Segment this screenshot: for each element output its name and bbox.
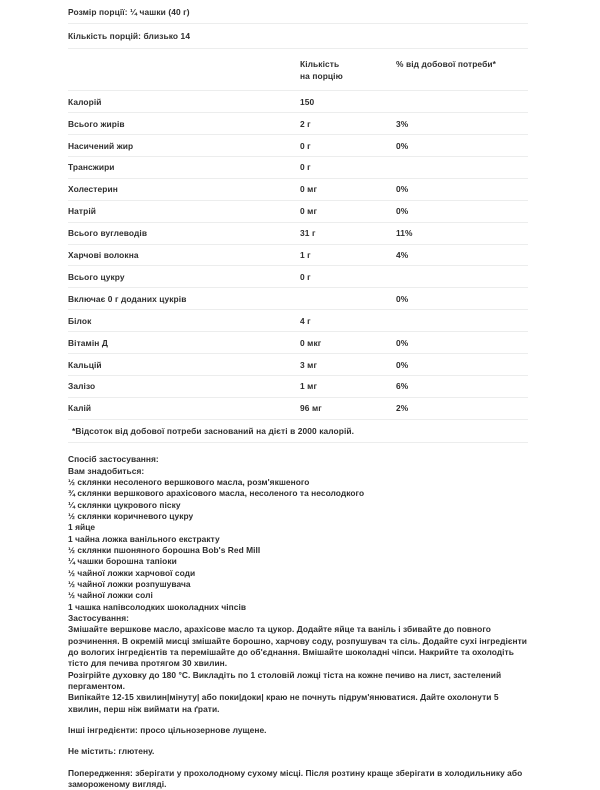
ingredients-list xyxy=(68,477,528,613)
directions-section xyxy=(68,454,528,624)
nutrient-name: Всього цукру xyxy=(68,266,300,288)
nutrient-daily-value: 0% xyxy=(396,200,528,222)
ingredient-line: ¼ чашки борошна тапіоки xyxy=(68,556,177,567)
ingredient-line: ½ чайної ложки харчової соди xyxy=(68,567,196,578)
nutrient-daily-value xyxy=(396,266,528,288)
usage-paragraph: Розігрійте духовку до 180 °C. Викладіть по 1 столовій ложці тіста на кожне печиво на лист, застелений пергаментом. xyxy=(68,669,502,692)
nutrient-name: Холестерин xyxy=(68,178,300,200)
table-header-row xyxy=(68,49,528,91)
nutrient-amount: 0 мкг xyxy=(300,332,396,354)
nutrient-name: Насичений жир xyxy=(68,135,300,157)
table-row xyxy=(68,397,528,419)
ingredients-heading: Вам знадобиться: xyxy=(68,465,145,476)
nutrient-daily-value: 0% xyxy=(396,178,528,200)
nutrient-name: Трансжири xyxy=(68,156,300,178)
nutrient-daily-value: 3% xyxy=(396,113,528,135)
column-header-amount-line2: на порцію xyxy=(300,71,343,81)
column-header-daily-value: % від добової потреби* xyxy=(396,49,528,91)
ingredient-line: 1 чашка напівсолодких шоколадних чіпсів xyxy=(68,601,247,612)
nutrition-facts-panel xyxy=(68,0,528,790)
nutrient-amount: 0 г xyxy=(300,266,396,288)
nutrient-name: Вітамін Д xyxy=(68,332,300,354)
nutrient-name: Всього вуглеводів xyxy=(68,222,300,244)
nutrient-amount: 31 г xyxy=(300,222,396,244)
other-ingredients-text: Інші інгредієнти: просо цільнозернове лущене. xyxy=(68,725,267,736)
table-row xyxy=(68,91,528,113)
column-header-amount-per-serving xyxy=(300,49,396,91)
table-row xyxy=(68,178,528,200)
nutrient-amount: 3 мг xyxy=(300,354,396,376)
table-row xyxy=(68,200,528,222)
nutrient-amount: 150 xyxy=(300,91,396,113)
nutrient-name: Всього жирів xyxy=(68,113,300,135)
spacer xyxy=(68,758,528,768)
table-row xyxy=(68,375,528,397)
nutrient-daily-value: 2% xyxy=(396,397,528,419)
usage-paragraph: Змішайте вершкове масло, арахісове масло та цукор. Додайте яйце та ваніль і збивайте до повного розчинення. В окремій мисці змішайте борошно, харчову соду, розпушувач та сіль. Додайте сухі інгредієнти до вологих інгредієнтів та перемішайте до об'єднання. Вмішайте шоколадні чіпси. Накрийте та охолодіть тісто для печива протягом 30 хвилин. xyxy=(68,624,528,669)
nutrient-daily-value: 0% xyxy=(396,288,528,310)
nutrient-daily-value: 0% xyxy=(396,332,528,354)
ingredient-line: ½ склянки пшоняного борошна Bob's Red Mill xyxy=(68,544,261,555)
nutrient-daily-value: 0% xyxy=(396,135,528,157)
table-row xyxy=(68,244,528,266)
nutrient-name: Натрій xyxy=(68,200,300,222)
table-row xyxy=(68,135,528,157)
table-row xyxy=(68,222,528,244)
ingredient-line: ½ склянки несоленого вершкового масла, розм'якшеного xyxy=(68,476,310,487)
nutrient-amount: 0 мг xyxy=(300,178,396,200)
usage-heading: Застосування: xyxy=(68,613,130,623)
ingredient-line: ½ склянки коричневого цукру xyxy=(68,510,194,521)
nutrient-amount: 1 г xyxy=(300,244,396,266)
nutrient-daily-value xyxy=(396,156,528,178)
nutrient-amount: 0 г xyxy=(300,135,396,157)
nutrient-name: Залізо xyxy=(68,375,300,397)
spacer xyxy=(68,443,528,454)
directions-heading: Спосіб застосування: xyxy=(68,454,159,465)
nutrient-name: Білок xyxy=(68,310,300,332)
serving-size-row: Розмір порції: ¼ чашки (40 г) xyxy=(68,0,528,24)
nutrient-amount: 2 г xyxy=(300,113,396,135)
ingredient-line: ¾ склянки вершкового арахісового масла, несоленого та несолодкого xyxy=(68,488,365,499)
nutrient-name: Харчові волокна xyxy=(68,244,300,266)
nutrient-amount: 96 мг xyxy=(300,397,396,419)
table-row xyxy=(68,354,528,376)
ingredient-line: ¼ склянки цукрового піску xyxy=(68,499,181,510)
nutrient-amount xyxy=(300,288,396,310)
ingredient-line: 1 яйце xyxy=(68,522,96,533)
column-header-amount-line1: Кількість xyxy=(300,58,340,69)
nutrient-amount: 4 г xyxy=(300,310,396,332)
table-row xyxy=(68,266,528,288)
usage-paragraphs xyxy=(68,624,528,715)
nutrient-daily-value: 4% xyxy=(396,244,528,266)
nutrient-daily-value xyxy=(396,91,528,113)
nutrition-table xyxy=(68,49,528,420)
daily-value-footnote: *Відсоток від добової потреби заснований на дієті в 2000 калорій. xyxy=(68,420,528,443)
nutrition-table-body xyxy=(68,91,528,420)
spacer xyxy=(68,715,528,725)
table-row xyxy=(68,113,528,135)
nutrient-daily-value: 0% xyxy=(396,354,528,376)
spacer xyxy=(68,736,528,746)
column-header-nutrient xyxy=(68,49,300,91)
nutrition-table-head xyxy=(68,49,528,91)
nutrient-name: Калорій xyxy=(68,91,300,113)
table-row xyxy=(68,288,528,310)
nutrient-daily-value: 6% xyxy=(396,375,528,397)
storage-warning: Попередження: зберігати у прохолодному сухому місці. Після розтину краще зберігати в холодильнику або замороженому вигляді. xyxy=(68,767,523,790)
servings-per-container-row: Кількість порцій: близько 14 xyxy=(68,24,528,48)
allergen-statement: Не містить: глютену. xyxy=(68,746,155,757)
nutrient-daily-value xyxy=(396,310,528,332)
nutrient-name: Включає 0 г доданих цукрів xyxy=(68,288,300,310)
nutrient-amount: 0 мг xyxy=(300,200,396,222)
usage-paragraph: Випікайте 12-15 хвилин|мінуту| або поки|доки| краю не почнуть підрум'янюватися. Дайте охолонути 5 хвилин, перш ніж виймати на ґрати. xyxy=(68,692,499,714)
nutrient-name: Кальцій xyxy=(68,354,300,376)
nutrient-amount: 0 г xyxy=(300,156,396,178)
ingredient-line: ½ чайної ложки розпушувача xyxy=(68,578,191,589)
nutrient-daily-value: 11% xyxy=(396,222,528,244)
nutrient-amount: 1 мг xyxy=(300,375,396,397)
table-row xyxy=(68,332,528,354)
nutrient-name: Калій xyxy=(68,397,300,419)
table-row xyxy=(68,156,528,178)
ingredient-line: ½ чайної ложки солі xyxy=(68,590,153,601)
ingredient-line: 1 чайна ложка ванільного екстракту xyxy=(68,533,220,544)
table-row xyxy=(68,310,528,332)
